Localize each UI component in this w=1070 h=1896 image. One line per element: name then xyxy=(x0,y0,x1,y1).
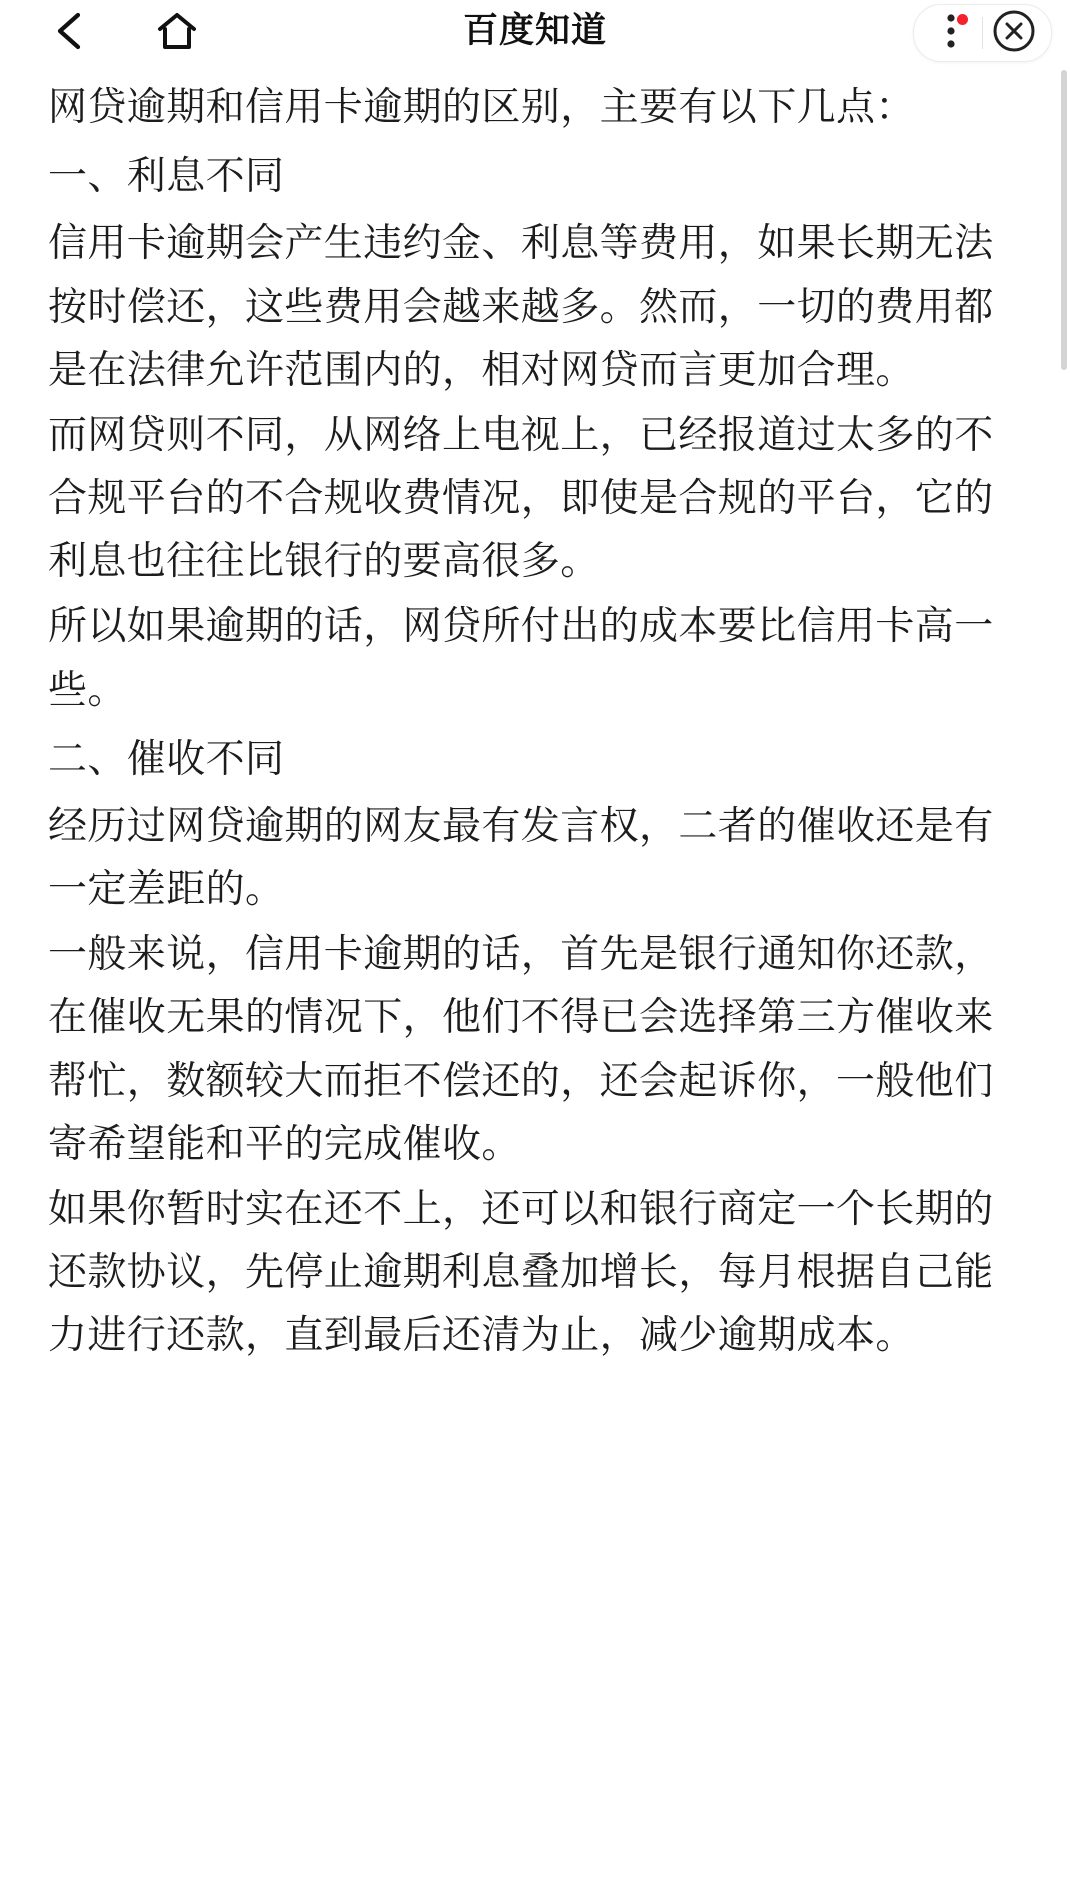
back-button[interactable] xyxy=(40,0,102,62)
article-paragraph: 信用卡逾期会产生违约金、利息等费用，如果长期无法按时偿还，这些费用会越来越多。然而，一切的费用都是在法律允许范围内的，相对网贷而言更加合理。 xyxy=(48,222,994,392)
close-circle-icon xyxy=(992,9,1036,58)
article-content xyxy=(0,62,1070,1367)
app-header xyxy=(0,0,1070,62)
article-paragraph: 一般来说，信用卡逾期的话，首先是银行通知你还款，在催收无果的情况下，他们不得已会选择第三方催收来帮忙，数额较大而拒不偿还的，还会起诉你，一般他们寄希望能和平的完成催收。 xyxy=(48,933,994,1166)
notification-badge-dot xyxy=(957,14,968,25)
close-button[interactable] xyxy=(983,6,1045,60)
article-paragraph: 如果你暂时实在还不上，还可以和银行商定一个长期的还款协议，先停止逾期利息叠加增长，每月根据自己能力进行还款，直到最后还清为止，减少逾期成本。 xyxy=(48,1187,994,1358)
page-title: 百度知道 xyxy=(462,11,607,50)
article-section-heading: 二、催收不同 xyxy=(48,737,285,781)
article-paragraph: 而网贷则不同，从网络上电视上，已经报道过太多的不合规平台的不合规收费情况，即使是合规的平台，它的利息也往往比银行的要高很多。 xyxy=(48,413,994,584)
home-icon xyxy=(154,8,200,54)
header-actions xyxy=(913,4,1052,62)
article-paragraph: 所以如果逾期的话，网贷所付出的成本要比信用卡高一些。 xyxy=(48,605,994,712)
scrollbar-thumb[interactable] xyxy=(1061,70,1067,370)
chevron-left-icon xyxy=(49,9,93,53)
more-options-button[interactable] xyxy=(920,6,982,60)
article-paragraph: 网贷逾期和信用卡逾期的区别，主要有以下几点： xyxy=(48,86,915,129)
home-button[interactable] xyxy=(146,0,208,62)
more-vertical-icon xyxy=(946,13,956,54)
article-section-heading: 一、利息不同 xyxy=(48,155,285,199)
article-paragraph: 经历过网贷逾期的网友最有发言权，二者的催收还是有一定差距的。 xyxy=(48,804,994,912)
